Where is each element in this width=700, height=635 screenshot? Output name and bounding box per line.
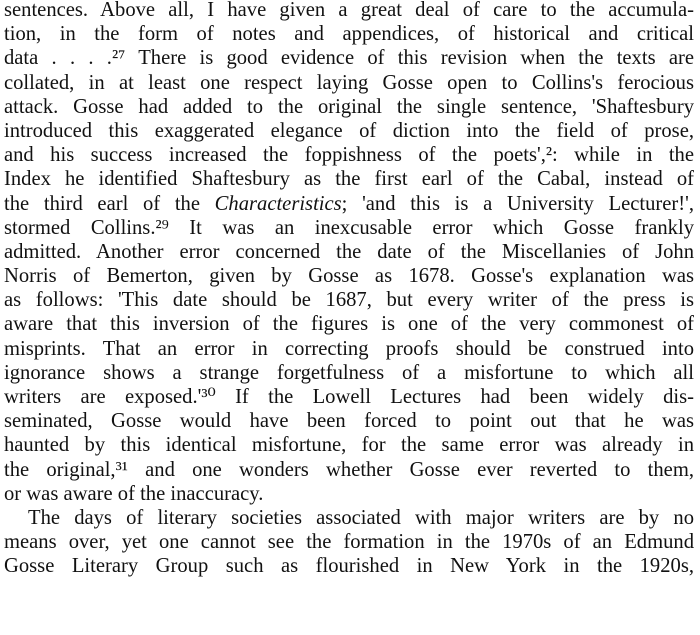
text-line: the original,³¹ and one wonders whether Gosse ever reverted to them,: [4, 458, 694, 481]
text-line: misprints. That an error in correcting proofs should be construed into: [4, 337, 694, 360]
text-line: attack. Gosse had added to the original the single sentence, 'Shaftesbury: [4, 95, 694, 118]
text-run: Index he identified Shaftesbury as the first earl of the Cabal, instead of: [4, 168, 694, 191]
page-text: [4, 0, 694, 579]
paragraph-literary-societies: [4, 506, 694, 579]
text-line: seminated, Gosse would have been forced to point out that he was: [4, 410, 694, 433]
text-line: and his success increased the foppishness of the poets',²: while in the: [4, 144, 694, 167]
text-line: haunted by this identical misfortune, for the same error was already in: [4, 434, 694, 457]
paragraph-revision-and-errors: [4, 0, 694, 506]
text-line: writers are exposed.'³⁰ If the Lowell Lectures had been widely dis-: [4, 386, 694, 408]
text-line: means over, yet one cannot see the formation in the 1970s of an Edmund: [4, 531, 694, 554]
text-line: admitted. Another error concerned the date of the Miscellanies of John: [4, 240, 694, 263]
text-line: Gosse Literary Group such as flourished in New York in the 1920s,: [4, 555, 694, 578]
italic-title-characteristics: Characteristics: [214, 192, 342, 215]
text-line: stormed Collins.²⁹ It was an inexcusable error which Gosse frankly: [4, 216, 694, 239]
text-line: sentences. Above all, I have given a great deal of care to the accumula-: [4, 0, 694, 21]
text-line: as follows: 'This date should be 1687, but every writer of the press is: [4, 289, 694, 312]
text-run: ; 'and this is a University Lecturer!',: [341, 192, 694, 215]
text-line: data . . . .²⁷ There is good evidence of this revision when the texts are: [4, 47, 694, 70]
text-line: collated, in at least one respect laying Gosse open to Collins's ferocious: [4, 71, 694, 94]
text-line: or was aware of the inaccuracy.: [4, 482, 264, 505]
text-line: introduced this exaggerated elegance of diction into the field of prose,: [4, 119, 694, 142]
text-line: aware that this inversion of the figures is one of the very commonest of: [4, 313, 694, 336]
text-line: Norris of Bemerton, given by Gosse as 1678. Gosse's explanation was: [4, 265, 694, 288]
text-line: [4, 192, 694, 216]
text-line: tion, in the form of notes and appendices, of historical and critical: [4, 23, 694, 46]
text-run: the third earl of the: [4, 192, 215, 215]
text-line: ignorance shows a strange forgetfulness of a misfortune to which all: [4, 361, 694, 384]
text-line: [4, 167, 694, 191]
text-line: The days of literary societies associated with major writers are by no: [28, 506, 694, 529]
